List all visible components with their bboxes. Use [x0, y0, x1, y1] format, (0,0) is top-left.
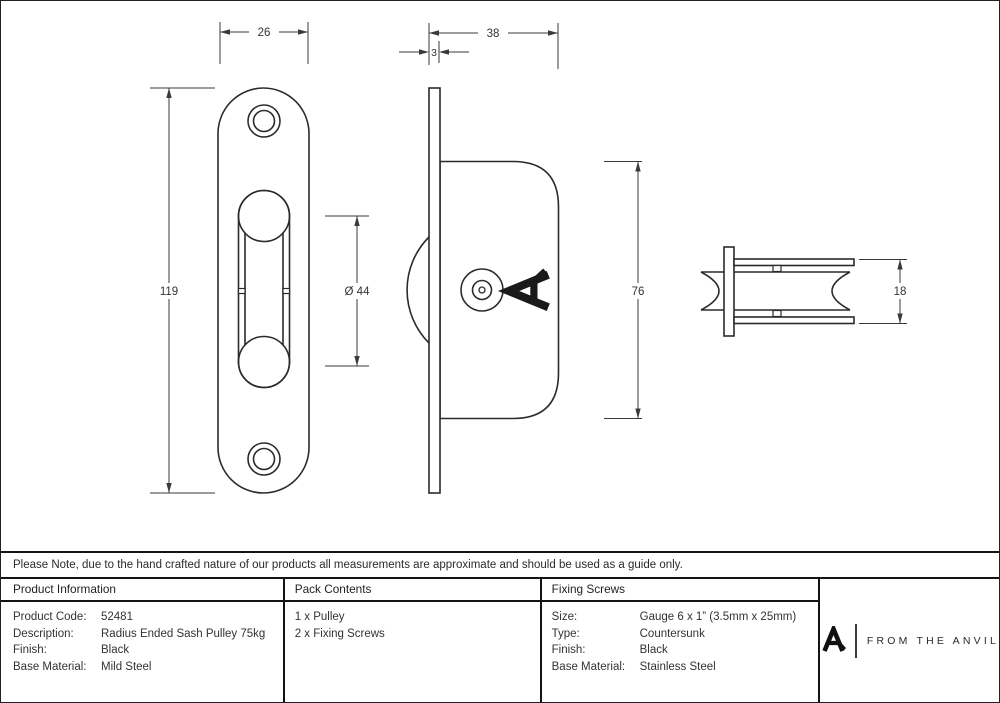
brand-divider [855, 624, 857, 658]
note-bar [1, 551, 999, 579]
table-row [13, 626, 283, 643]
axle-pin-top [773, 266, 781, 272]
row-label: Size: [551, 611, 578, 623]
pack-contents-column [285, 579, 542, 702]
note-text: Please Note, due to the hand crafted nature of our products all measurements are approximate and should be used as a guide only. [13, 559, 683, 571]
table-row [13, 642, 283, 659]
table-row [552, 626, 819, 643]
table-row [13, 609, 283, 626]
anvil-a-icon [820, 626, 847, 655]
row-value: Radius Ended Sash Pulley 75kg [101, 627, 266, 640]
table-row [13, 659, 283, 676]
table-row [552, 642, 819, 659]
fixing-screws-header: Fixing Screws [542, 579, 819, 602]
row-value: Black [639, 644, 668, 656]
brand-cell [820, 579, 999, 702]
row-label: Base Material: [551, 660, 626, 673]
side-view [407, 88, 558, 493]
table-row [552, 609, 819, 626]
brand-wordmark: FROM THE ANVIL [866, 634, 999, 647]
row-value: Countersunk [639, 627, 705, 640]
wheel-flange-top [734, 259, 854, 266]
faceplate-edge [429, 88, 440, 493]
table-row [552, 659, 819, 676]
front-view [218, 88, 309, 493]
row-value: Gauge 6 x 1” (3.5mm x 25mm) [639, 611, 797, 623]
dim-label-3: 3 [431, 47, 437, 59]
list-item: 2 x Fixing Screws [294, 627, 385, 640]
list-item: 1 x Pulley [294, 611, 345, 623]
brand-logo [820, 624, 999, 658]
row-label: Description: [13, 627, 74, 640]
row-label: Product Code: [13, 611, 87, 623]
axle-pin-bottom [773, 311, 781, 317]
row-label: Finish: [13, 644, 47, 656]
product-information-header: Product Information [1, 579, 283, 602]
dim-label-26: 26 [257, 27, 271, 39]
wheel-profile-view [701, 247, 854, 336]
row-value: Black [101, 644, 130, 656]
row-value: 52481 [101, 611, 133, 623]
faceplate-profile [724, 247, 734, 336]
technical-drawing [1, 1, 1000, 551]
info-table [1, 579, 999, 702]
case-outline [440, 162, 559, 419]
row-label: Type: [551, 627, 580, 640]
wheel-groove-right [832, 272, 850, 310]
wheel-flange-bottom [734, 317, 854, 324]
axle-notch-right [283, 289, 290, 294]
dim-label-44: Ø 44 [344, 286, 370, 298]
dim-label-18: 18 [893, 286, 907, 298]
wheel-protrusion-arc [407, 237, 429, 343]
dim-label-76: 76 [631, 286, 645, 298]
dim-label-38: 38 [486, 28, 500, 40]
faceplate-outline [218, 88, 309, 493]
dim-label-119: 119 [159, 286, 179, 298]
row-value: Stainless Steel [639, 660, 716, 673]
fixing-screws-column [542, 579, 821, 702]
pack-contents-header: Pack Contents [285, 579, 540, 602]
row-label: Finish: [551, 644, 586, 656]
row-label: Base Material: [13, 660, 87, 673]
axle-notch-left [239, 289, 246, 294]
product-information-column [1, 579, 285, 702]
wheel-groove-left [701, 272, 719, 310]
row-value: Mild Steel [101, 660, 152, 673]
